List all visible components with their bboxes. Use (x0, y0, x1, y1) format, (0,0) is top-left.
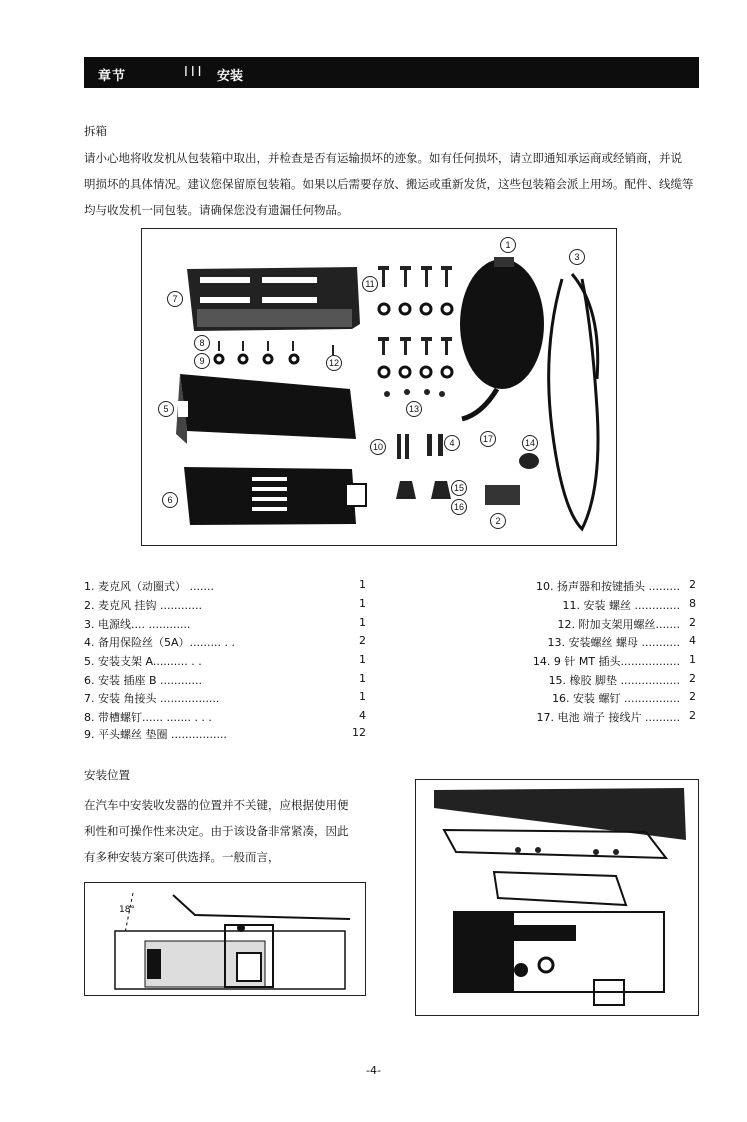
callout-16: 16 (451, 499, 467, 515)
callout-11: 11 (362, 276, 378, 292)
nuts-illustration (384, 389, 445, 397)
unpacking-line-3: 均与收发机一同包装。请确保您没有遗漏任何物品。 (84, 203, 349, 217)
power-cable-illustration (549, 274, 598, 529)
bracket-exploded-figure (415, 779, 699, 1016)
accessories-illustration (142, 229, 616, 545)
callout-4: 4 (444, 435, 460, 451)
parts-list-right: 10. 扬声器和按键插头 ......... 2 11. 安装 螺丝 ............. 8 12. 附加支架用螺丝....... 2 13. 安装螺丝 螺母 ........... 4 14. 9 针 MT 插头................. 1 15. 橡胶 脚垫 ................. 2 16. 安装 螺钉 ................ 2 17. 电池 端子 接线片 .......... 2 (532, 578, 696, 724)
microphone-illustration (460, 257, 544, 419)
unpacking-line-1: 请小心地将收发机从包装箱中取出，并检查是否有运输损坏的迹象。如有任何损坏，请立即通知承运商或经销商，并说 (84, 151, 682, 165)
unpacking-paragraph (84, 145, 704, 223)
dashboard-mount-figure (84, 882, 366, 996)
unpacking-line-2: 明损坏的具体情况。建议您保留原包装箱。如果以后需要存放、搬运或重新发货，这些包装箱会派上用场。配件、线缆等 (84, 177, 694, 191)
bracket-exploded-illustration (416, 780, 698, 1015)
mounting-socket-illustration (176, 374, 356, 444)
unpacking-heading: 拆箱 (84, 124, 107, 138)
callout-15: 15 (451, 480, 467, 496)
mounting-line-3: 有多种安装方案可供选择。一般而言， (84, 850, 280, 864)
callout-5: 5 (158, 401, 174, 417)
dashboard-mount-illustration (85, 883, 365, 995)
callout-1: 1 (500, 237, 516, 253)
callout-6: 6 (162, 492, 178, 508)
callout-9a: 9 (194, 353, 210, 369)
callout-14: 14 (522, 435, 538, 451)
parts-list-left: 1. 麦克风（动圈式） ....... 1 2. 麦克风 挂钩 ............ 1 3. 电源线.... ............ 1 4. 备用保险丝（5A）......... . . 2 5. 安装支架 A.......... . . 1 6. 安装 插座 B ............ 1 7. 安装 角接头 ................. 1 8. 带槽螺钉...... ....... . . . 4 9. 平头螺丝 垫圈 ................ 12 (84, 578, 366, 741)
mounting-bracket-illustration (187, 267, 360, 331)
accessories-figure (141, 228, 617, 546)
callout-2: 2 (490, 513, 506, 529)
small-parts-illustration (396, 434, 539, 505)
chapter-title: 安装 (217, 69, 244, 84)
angle-label: 18° (119, 905, 135, 915)
mounting-line-2: 利性和可操作性来决定。由于该设备非常紧凑，因此 (84, 824, 349, 838)
chapter-label: 章节 (98, 69, 127, 84)
callout-7: 7 (167, 291, 183, 307)
mounting-line-1: 在汽车中安装收发器的位置并不关键，应根据使用便 (84, 798, 349, 812)
callout-3: 3 (569, 249, 585, 265)
callout-8: 8 (194, 335, 210, 351)
mounting-angle-illustration (184, 467, 366, 525)
chapter-header-bar (84, 57, 699, 88)
mounting-paragraph (84, 792, 384, 870)
callout-13: 13 (406, 401, 422, 417)
mounting-heading: 安装位置 (84, 768, 130, 782)
callout-12: 12 (326, 355, 342, 371)
callout-17: 17 (480, 431, 496, 447)
page-number: -4- (366, 1064, 381, 1077)
chapter-number: III (184, 65, 205, 80)
callout-10: 10 (370, 439, 386, 455)
